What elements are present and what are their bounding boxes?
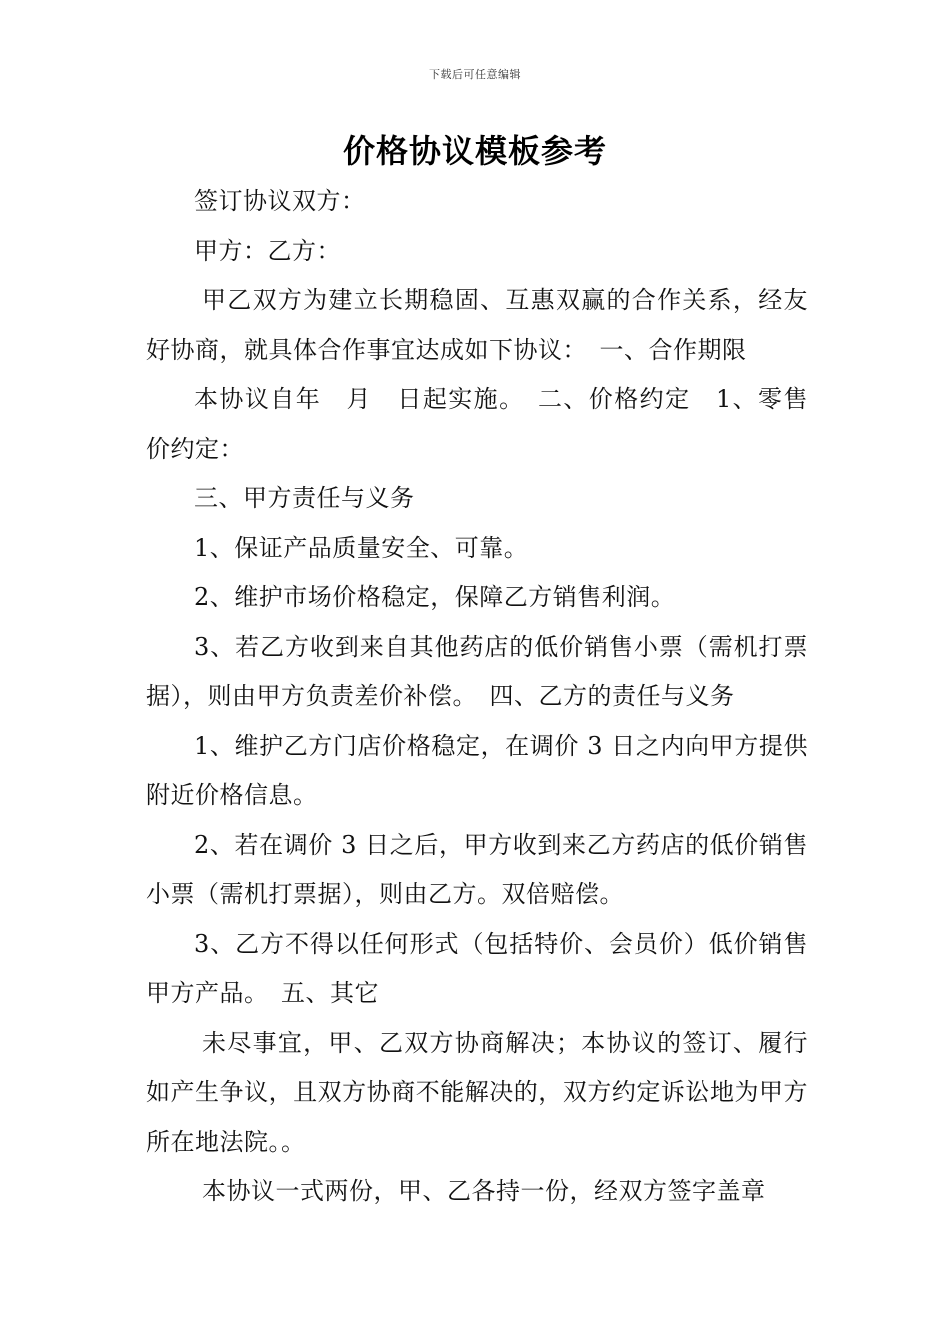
paragraph-b-item-3: 3、乙方不得以任何形式（包括特价、会员价）低价销售甲方产品。 五、其它	[146, 929, 808, 1007]
paragraph-b-item-2: 2、若在调价 3 日之后，甲方收到来乙方药店的低价销售小票（需机打票据），则由乙方。双倍赔偿。	[146, 830, 808, 908]
paragraph-intro: 甲乙双方为建立长期稳固、互惠双赢的合作关系，经友好协商，就具体合作事宜达成如下协议： 一、合作期限	[146, 286, 808, 364]
paragraph-term-price: 本协议自年 月 日起实施。 二、价格约定 1、零售价约定：	[146, 385, 808, 463]
paragraph-copies: 本协议一式两份，甲、乙各持一份，经双方签字盖章	[202, 1177, 766, 1205]
document-title: 价格协议模板参考	[342, 132, 607, 170]
paragraph-parties: 签订协议双方：	[194, 187, 366, 215]
document-body	[146, 177, 808, 1217]
paragraph-party-a-b: 甲方：乙方：	[194, 236, 341, 265]
paragraph-other: 未尽事宜，甲、乙双方协商解决；本协议的签订、履行如产生争议，且双方协商不能解决的，双方约定诉讼地为甲方所在地法院。。	[146, 1028, 808, 1156]
paragraph-a-item-3: 3、若乙方收到来自其他药店的低价销售小票（需机打票据），则由甲方负责差价补偿。 四、乙方的责任与义务	[146, 632, 808, 710]
header-note: 下载后可任意编辑	[429, 68, 521, 81]
paragraph-section-party-a: 三、甲方责任与义务	[194, 484, 415, 512]
paragraph-b-item-1: 1、维护乙方门店价格稳定，在调价 3 日之内向甲方提供附近价格信息。	[146, 731, 808, 809]
paragraph-a-item-2: 2、维护市场价格稳定，保障乙方销售利润。	[194, 583, 676, 611]
paragraph-a-item-1: 1、保证产品质量安全、可靠。	[194, 533, 529, 562]
